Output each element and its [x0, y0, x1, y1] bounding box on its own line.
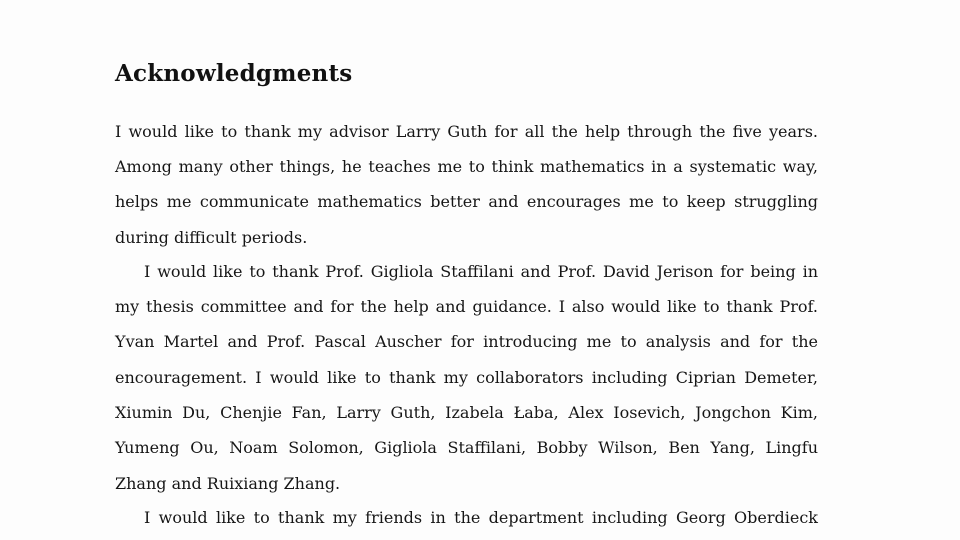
- paragraph-1-line-2: Among many other things, he teaches me to think mathematics in a systematic way,: [115, 157, 818, 176]
- paragraph-1-line-1: I would like to thank my advisor Larry Guth for all the help through the five years.: [115, 122, 818, 141]
- paragraph-3-line-1: I would like to thank my friends in the department including Georg Oberdieck: [144, 508, 818, 527]
- paragraph-2-line-5: Xiumin Du, Chenjie Fan, Larry Guth, Izabela Łaba, Alex Iosevich, Jongchon Kim,: [115, 403, 818, 422]
- paragraph-2-line-7: Zhang and Ruixiang Zhang.: [115, 474, 341, 493]
- paragraph-2-line-4: encouragement. I would like to thank my collaborators including Ciprian Demeter,: [115, 368, 818, 387]
- paragraph-2-line-6: Yumeng Ou, Noam Solomon, Gigliola Staffilani, Bobby Wilson, Ben Yang, Lingfu: [115, 438, 818, 457]
- section-heading: Acknowledgments: [115, 60, 353, 87]
- paragraph-1-line-4: during difficult periods.: [115, 228, 308, 247]
- paragraph-2-line-3: Yvan Martel and Prof. Pascal Auscher for introducing me to analysis and for the: [115, 332, 818, 351]
- paragraph-1-line-3: helps me communicate mathematics better and encourages me to keep struggling: [115, 192, 818, 211]
- paragraph-2-line-1: I would like to thank Prof. Gigliola Staffilani and Prof. David Jerison for being in: [144, 262, 818, 281]
- paragraph-2-line-2: my thesis committee and for the help and guidance. I also would like to thank Prof.: [115, 297, 818, 316]
